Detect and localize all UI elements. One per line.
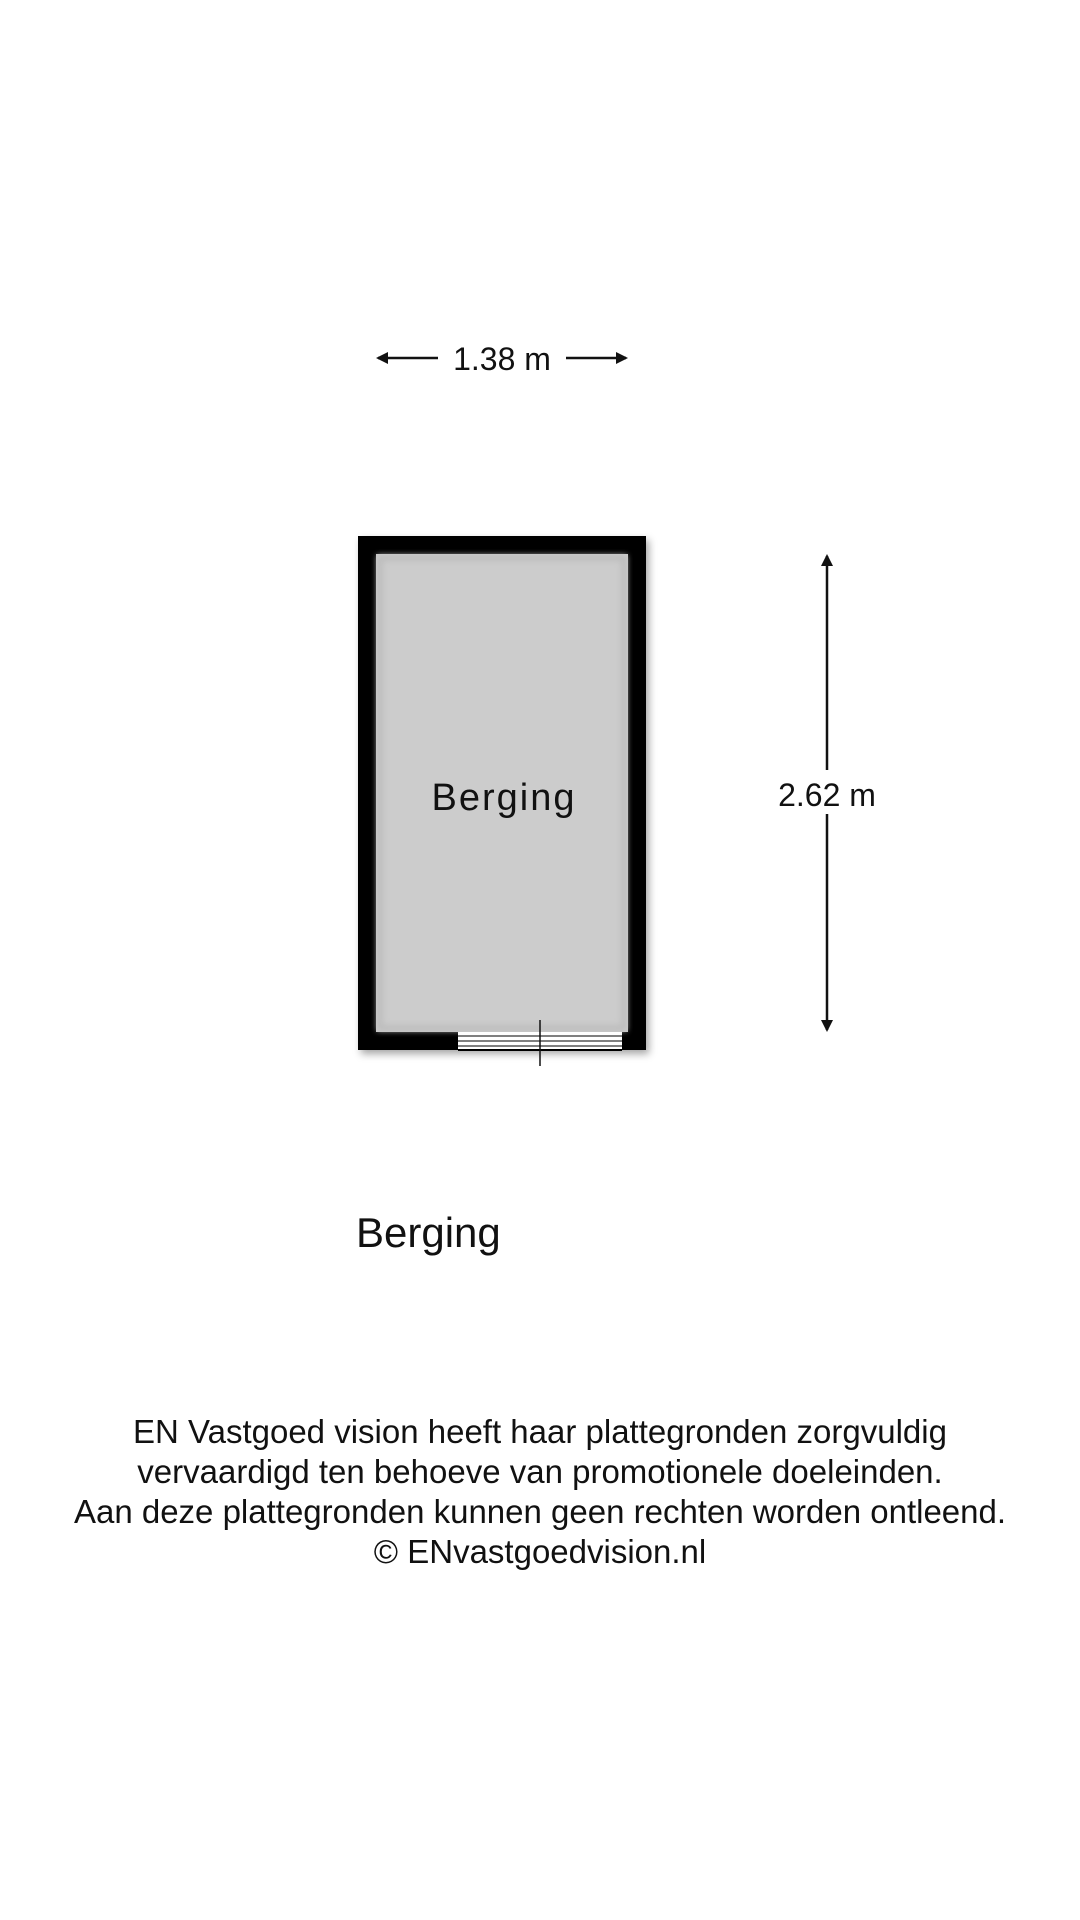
disclaimer-line: EN Vastgoed vision heeft haar plattegronden zorgvuldig xyxy=(133,1413,947,1450)
disclaimer-line: Aan deze plattegronden kunnen geen rechten worden ontleend. xyxy=(73,1493,1007,1530)
disclaimer-copyright: © ENvastgoedvision.nl xyxy=(373,1533,707,1570)
width-dimension xyxy=(378,341,626,377)
disclaimer-line: vervaardigd ten behoeve van promotionele doeleinden. xyxy=(137,1453,943,1490)
disclaimer xyxy=(0,1412,1080,1572)
room-berging xyxy=(358,536,646,1066)
height-dimension-label: 2.62 m xyxy=(778,777,876,813)
floor-label: Berging xyxy=(356,1209,501,1256)
width-dimension-label: 1.38 m xyxy=(453,341,551,377)
height-dimension xyxy=(778,556,876,1030)
room-label: Berging xyxy=(431,777,577,819)
